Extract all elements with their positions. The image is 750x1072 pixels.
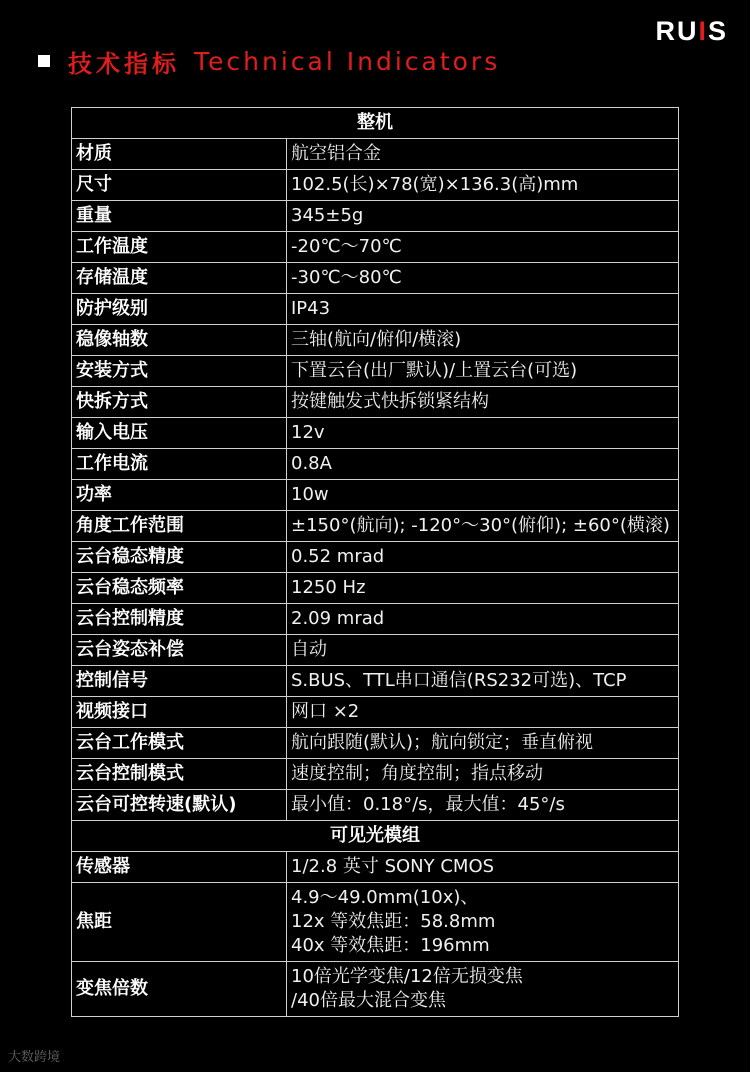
row-value: 12v	[287, 418, 679, 449]
row-label: 云台控制精度	[72, 604, 287, 635]
row-value: 345±5g	[287, 201, 679, 232]
row-value: -30℃～80℃	[287, 263, 679, 294]
row-label: 重量	[72, 201, 287, 232]
row-value: 速度控制；角度控制；指点移动	[287, 759, 679, 790]
logo-text-end: S	[707, 16, 728, 46]
row-label: 存储温度	[72, 263, 287, 294]
table-row	[72, 511, 679, 542]
table-row	[72, 604, 679, 635]
row-value-multiline	[287, 962, 679, 1017]
table-row	[72, 962, 679, 1017]
table-row	[72, 666, 679, 697]
row-value-multiline	[287, 883, 679, 962]
page-header	[38, 44, 500, 78]
row-label: 焦距	[72, 883, 287, 962]
table-row	[72, 387, 679, 418]
table-row	[72, 325, 679, 356]
row-value: 航向跟随(默认)；航向锁定；垂直俯视	[287, 728, 679, 759]
row-label: 稳像轴数	[72, 325, 287, 356]
table-row	[72, 790, 679, 821]
row-label: 功率	[72, 480, 287, 511]
table-row	[72, 728, 679, 759]
logo-text-accent: I	[698, 16, 708, 46]
table-row	[72, 542, 679, 573]
row-value: 2.09 mrad	[287, 604, 679, 635]
section-header-whole: 整机	[72, 108, 679, 139]
row-label: 云台可控转速(默认)	[72, 790, 287, 821]
row-label: 控制信号	[72, 666, 287, 697]
row-value: 1250 Hz	[287, 573, 679, 604]
logo-text-main: RU	[655, 16, 699, 46]
table-row	[72, 480, 679, 511]
row-label: 工作温度	[72, 232, 287, 263]
row-label: 变焦倍数	[72, 962, 287, 1017]
row-value: 自动	[287, 635, 679, 666]
brand-logo	[655, 16, 728, 47]
row-value: 下置云台(出厂默认)/上置云台(可选)	[287, 356, 679, 387]
row-value: 102.5(长)×78(宽)×136.3(高)mm	[287, 170, 679, 201]
row-value: S.BUS、TTL串口通信(RS232可选)、TCP	[287, 666, 679, 697]
row-value: 最小值：0.18°/s，最大值：45°/s	[287, 790, 679, 821]
value-line: 4.9～49.0mm(10x)、	[291, 887, 479, 908]
row-label: 工作电流	[72, 449, 287, 480]
table-row	[72, 418, 679, 449]
table-row	[72, 232, 679, 263]
page-title-cn: 技术指标	[68, 49, 180, 78]
table-row	[72, 759, 679, 790]
table-row	[72, 263, 679, 294]
table-row	[72, 139, 679, 170]
table-row	[72, 356, 679, 387]
spec-table	[71, 107, 679, 1017]
row-value: ±150°(航向); -120°～30°(俯仰); ±60°(横滚)	[287, 511, 679, 542]
row-label: 云台稳态频率	[72, 573, 287, 604]
value-line: 12x 等效焦距：58.8mm	[291, 911, 496, 932]
page-title-en: Technical Indicators	[194, 46, 501, 76]
table-row	[72, 294, 679, 325]
row-label: 安装方式	[72, 356, 287, 387]
table-row	[72, 573, 679, 604]
table-row	[72, 635, 679, 666]
row-value: 1/2.8 英寸 SONY CMOS	[287, 852, 679, 883]
row-label: 材质	[72, 139, 287, 170]
row-value: 三轴(航向/俯仰/横滚)	[287, 325, 679, 356]
row-value: -20℃～70℃	[287, 232, 679, 263]
table-row	[72, 883, 679, 962]
value-line: 40x 等效焦距：196mm	[291, 935, 490, 956]
value-line: /40倍最大混合变焦	[291, 990, 446, 1011]
row-label: 输入电压	[72, 418, 287, 449]
row-label: 角度工作范围	[72, 511, 287, 542]
row-label: 防护级别	[72, 294, 287, 325]
row-value: 0.52 mrad	[287, 542, 679, 573]
row-value: 航空铝合金	[287, 139, 679, 170]
square-bullet-icon	[38, 55, 50, 67]
table-row	[72, 201, 679, 232]
row-label: 云台控制模式	[72, 759, 287, 790]
row-value: 按键触发式快拆锁紧结构	[287, 387, 679, 418]
row-value: IP43	[287, 294, 679, 325]
row-label: 传感器	[72, 852, 287, 883]
table-row	[72, 170, 679, 201]
row-label: 云台姿态补偿	[72, 635, 287, 666]
row-value: 10w	[287, 480, 679, 511]
row-label: 尺寸	[72, 170, 287, 201]
table-row	[72, 697, 679, 728]
row-label: 快拆方式	[72, 387, 287, 418]
row-label: 云台工作模式	[72, 728, 287, 759]
table-row	[72, 852, 679, 883]
row-label: 云台稳态精度	[72, 542, 287, 573]
value-line: 10倍光学变焦/12倍无损变焦	[291, 966, 523, 987]
section-header-visible-module: 可见光模组	[72, 821, 679, 852]
row-value: 0.8A	[287, 449, 679, 480]
watermark: 大数跨境	[8, 1050, 61, 1065]
section-row	[72, 108, 679, 139]
section-row	[72, 821, 679, 852]
table-row	[72, 449, 679, 480]
row-label: 视频接口	[72, 697, 287, 728]
row-value: 网口 ×2	[287, 697, 679, 728]
